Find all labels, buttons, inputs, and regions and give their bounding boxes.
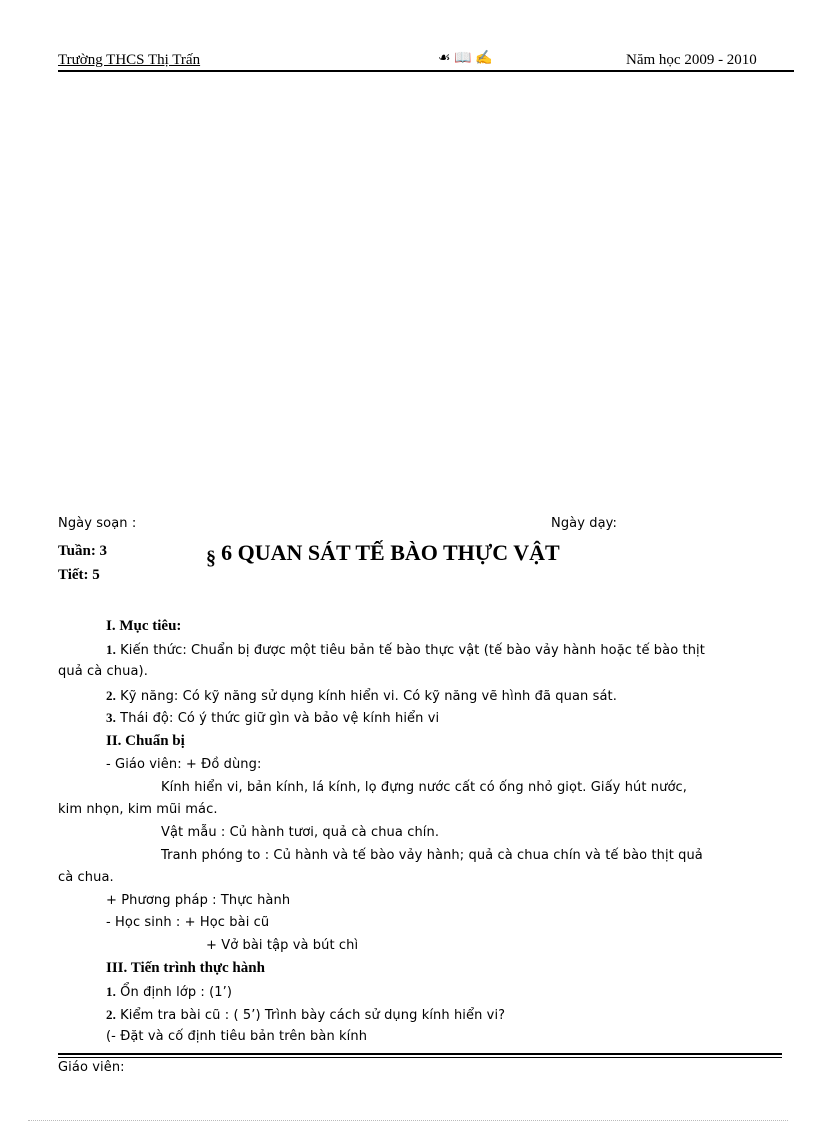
footer-rule-top [58, 1053, 782, 1055]
objective-3: 3. Thái độ: Có ý thức giữ gìn và bảo vệ kính hiển vi [106, 710, 440, 726]
objective-1-cont: quả cà chua). [58, 664, 148, 679]
heading-muc-tieu: I. Mục tiêu: [106, 618, 182, 634]
hoc-sinh-1: - Học sinh : + Học bài cũ [106, 915, 270, 930]
tiet: Tiết: 5 [58, 567, 100, 583]
ngay-soan: Ngày soạn : [58, 516, 137, 531]
page-title [206, 540, 560, 570]
hoc-sinh-2: + Vở bài tập và bút chì [206, 938, 359, 953]
tuan: Tuần: 3 [58, 543, 108, 559]
footer-rule-bottom [58, 1057, 782, 1058]
heading-tien-trinh: III. Tiến trình thực hành [106, 960, 265, 976]
tranh-phong-to: Tranh phóng to : Củ hành và tế bào vảy hành; quả cà chua chín và tế bào thịt quả [161, 848, 703, 863]
heading-chuan-bi: II. Chuẩn bị [106, 733, 185, 749]
header-rule [58, 70, 794, 72]
step-3: (- Đặt và cố định tiêu bản trên bàn kính [106, 1029, 368, 1044]
giao-vien-do-dung: - Giáo viên: + Đồ dùng: [106, 757, 262, 772]
step-2: 2. Kiểm tra bài cũ : ( 5’) Trình bày cách sử dụng kính hiển vi? [106, 1007, 506, 1023]
page-bottom-divider [28, 1120, 788, 1121]
header-year: Năm học 2009 - 2010 [626, 52, 757, 68]
do-dung-list: Kính hiển vi, bản kính, lá kính, lọ đựng nước cất có ống nhỏ giọt. Giấy hút nước, [161, 780, 688, 795]
footer-giao-vien: Giáo viên: [58, 1060, 125, 1075]
section-symbol: § [206, 547, 216, 569]
phuong-phap: + Phương pháp : Thực hành [106, 893, 291, 908]
header-ornament-icon: ☙ 📖 ✍ [438, 51, 493, 66]
tranh-phong-to-cont: cà chua. [58, 870, 114, 885]
objective-2: 2. Kỹ năng: Có kỹ năng sử dụng kính hiển vi. Có kỹ năng vẽ hình đã quan sát. [106, 688, 617, 704]
objective-1: 1. Kiến thức: Chuẩn bị được một tiêu bản tế bào thực vật (tế bào vảy hành hoặc tế bào thịt [106, 642, 705, 658]
do-dung-list-cont: kim nhọn, kim mũi mác. [58, 802, 218, 817]
step-1: 1. Ổn định lớp : (1’) [106, 984, 233, 1000]
header-school: Trường THCS Thị Trấn [58, 52, 201, 68]
ngay-day: Ngày dạy: [551, 516, 618, 531]
vat-mau: Vật mẫu : Củ hành tươi, quả cà chua chín. [161, 825, 440, 840]
title-text: 6 QUAN SÁT TẾ BÀO THỰC VẬT [221, 540, 560, 565]
